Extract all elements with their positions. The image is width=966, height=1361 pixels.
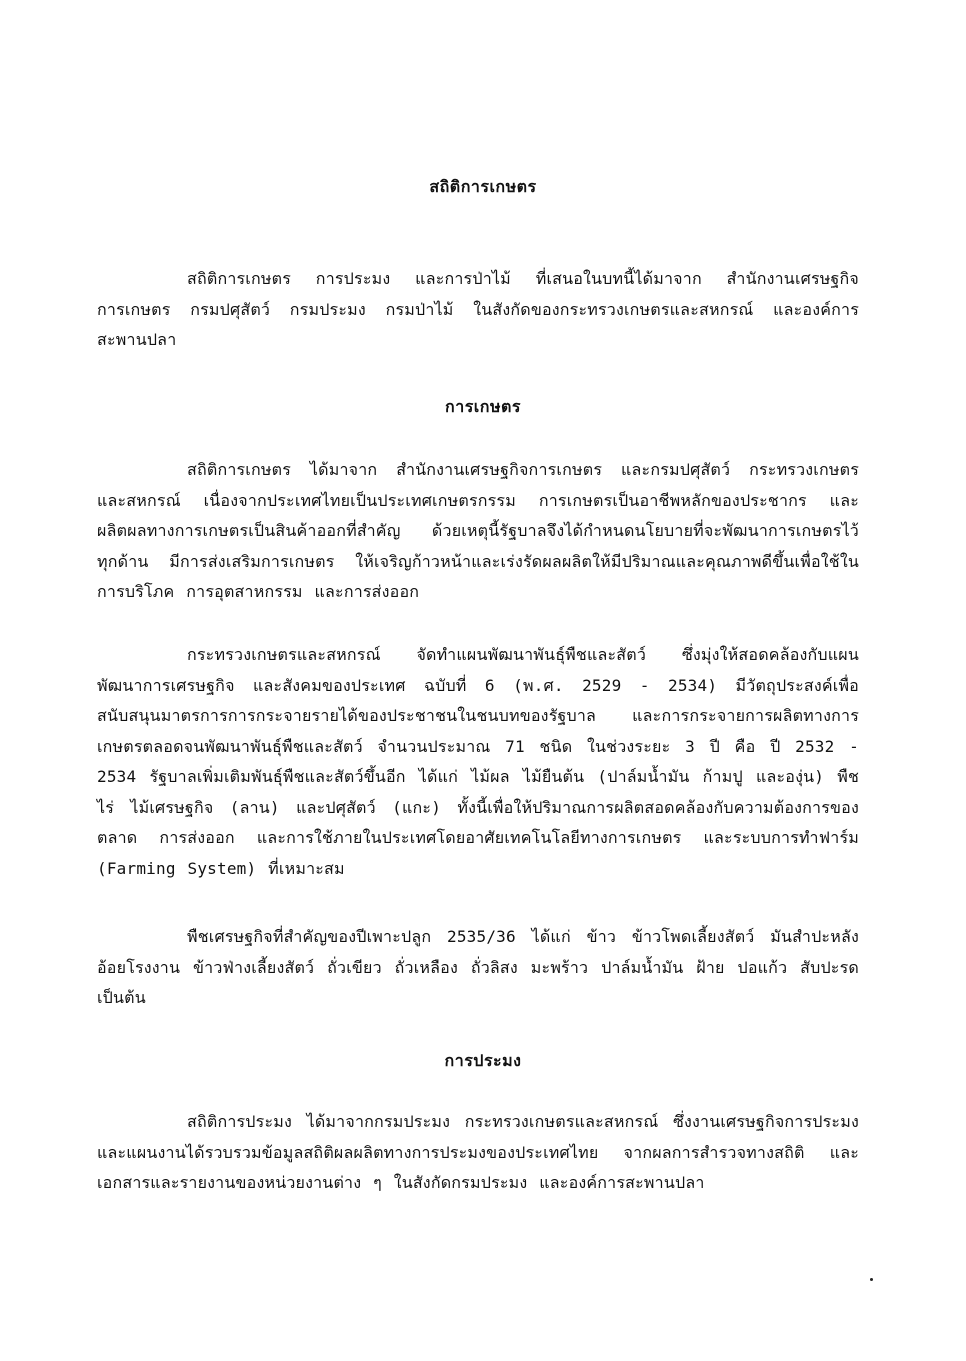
section-heading-agriculture: การเกษตร <box>445 397 521 416</box>
agriculture-paragraph-1: สถิติการเกษตร ได้มาจาก สำนักงานเศรษฐกิจการเกษตร และกรมปศุสัตว์ กระทรวงเกษตรและสหกรณ์ เนื่องจากประเทศไทยเป็นประเทศเกษตรกรรม การเกษตรเป็นอาชีพหลักของประชากร และผลิตผลทางการเกษตรเป็นสินค้าออกที่สำคัญ ด้วยเหตุนี้รัฐบาลจึงได้กำหนดนโยบายที่จะพัฒนาการเกษตรไว้ทุกด้าน มีการส่งเสริมการเกษตร ให้เจริญก้าวหน้าและเร่งรัดผลผลิตให้มีปริมาณและคุณภาพดีขึ้นเพื่อใช้ในการบริโภค การอุตสาหกรรม และการส่งออก <box>97 460 859 601</box>
agriculture-paragraph-2: กระทรวงเกษตรและสหกรณ์ จัดทำแผนพัฒนาพันธุ์พืชและสัตว์ ซึ่งมุ่งให้สอดคล้องกับแผนพัฒนาการเศรษฐกิจ และสังคมของประเทศ ฉบับที่ 6 (พ.ศ. 2529 - 2534) มีวัตถุประสงค์เพื่อสนับสนุนมาตรการการกระจายรายได้ของประชาชนในชนบทของรัฐบาล และการกระจายการผลิตทางการเกษตรตลอดจนพัฒนาพันธุ์พืชและสัตว์ จำนวนประมาณ 71 ชนิด ในช่วงระยะ 3 ปี คือ ปี 2532 - 2534 รัฐบาลเพิ่มเติมพันธุ์พืชและสัตว์ขึ้นอีก ได้แก่ ไม้ผล ไม้ยืนต้น (ปาล์มน้ำมัน ก้ามปู และองุ่น) พืชไร่ ไม้เศรษฐกิจ (ลาน) และปศุสัตว์ (แกะ) ทั้งนี้เพื่อให้ปริมาณการผลิตสอดคล้องกับความต้องการของตลาด การส่งออก และการใช้ภายในประเทศโดยอาศัยเทคโนโลยีทางการเกษตร และระบบการทำฟาร์ม (Farming System) ที่เหมาะสม <box>97 645 859 878</box>
scan-speck <box>870 1278 873 1281</box>
intro-paragraph: สถิติการเกษตร การประมง และการป่าไม้ ที่เสนอในบทนี้ได้มาจาก สำนักงานเศรษฐกิจการเกษตร กรมปศุสัตว์ กรมประมง กรมป่าไม้ ในสังกัดของกระทรวงเกษตรและสหกรณ์ และองค์การสะพานปลา <box>97 269 859 349</box>
agriculture-paragraph-3: พืชเศรษฐกิจที่สำคัญของปีเพาะปลูก 2535/36 ได้แก่ ข้าว ข้าวโพดเลี้ยงสัตว์ มันสำปะหลัง อ้อยโรงงาน ข้าวฟ่างเลี้ยงสัตว์ ถั่วเขียว ถั่วเหลือง ถั่วลิสง มะพร้าว ปาล์มน้ำมัน ฝ้าย ปอแก้ว สับปะรด เป็นต้น <box>97 927 859 1007</box>
page-title: สถิติการเกษตร <box>429 177 537 196</box>
section-heading-fisheries: การประมง <box>444 1051 522 1070</box>
fisheries-paragraph-1: สถิติการประมง ได้มาจากกรมประมง กระทรวงเกษตรและสหกรณ์ ซึ่งงานเศรษฐกิจการประมง และแผนงานได้รวบรวมข้อมูลสถิติผลผลิตทางการประมงของประเทศไทย จากผลการสำรวจทางสถิติ และเอกสารและรายงานของหน่วยงานต่าง ๆ ในสังกัดกรมประมง และองค์การสะพานปลา <box>97 1112 859 1192</box>
